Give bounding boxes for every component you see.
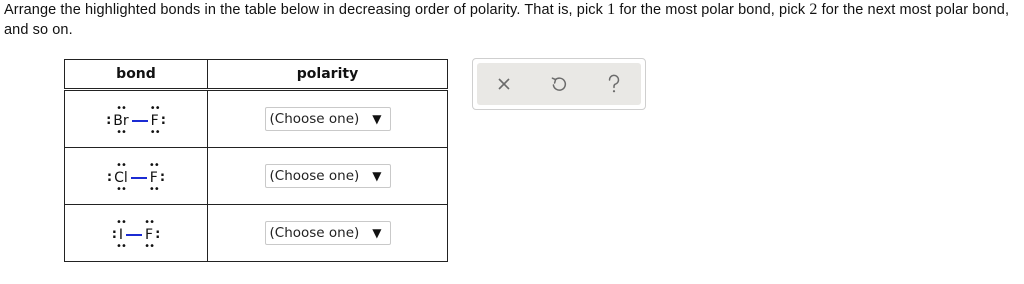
lewis-structure-i-f	[111, 217, 162, 252]
select-value: (Choose one)	[269, 225, 360, 241]
polarity-cell	[208, 205, 448, 262]
dropdown-arrow-icon: ▼	[372, 169, 382, 183]
polarity-rank-select[interactable]	[265, 164, 391, 188]
polarity-cell	[208, 148, 448, 205]
lone-pair-dots: :	[106, 113, 112, 128]
bond-cell	[65, 205, 208, 262]
lewis-structure-br-f	[105, 103, 167, 138]
lone-pair-dots: :	[106, 170, 113, 185]
bond-cell	[65, 148, 208, 205]
lone-pair-dots: :	[111, 227, 117, 242]
lewis-structure-cl-f	[106, 160, 166, 195]
lone-pair-dots: :	[159, 170, 166, 185]
dropdown-arrow-icon: ▼	[372, 226, 382, 240]
header-polarity: polarity	[208, 60, 448, 90]
table-row	[65, 90, 448, 148]
atom-2: •• F ••	[144, 217, 154, 252]
instructions-number-1: 1	[607, 1, 616, 18]
instructions-part1: Arrange the highlighted bonds in the table below in decreasing order of polarity. That is, pick	[4, 2, 608, 18]
answer-tools-bar	[477, 63, 641, 105]
atom-1: •• I ••	[116, 217, 126, 252]
dropdown-arrow-icon: ▼	[372, 112, 382, 126]
header-bond: bond	[65, 60, 208, 90]
polarity-rank-select[interactable]	[265, 107, 391, 131]
help-icon[interactable]	[599, 69, 629, 99]
atom-1: •• Br ••	[113, 103, 129, 138]
table-row	[65, 205, 448, 262]
instructions-part2: for the most polar bond, pick	[615, 2, 810, 18]
bond-polarity-table	[64, 59, 448, 262]
polarity-rank-select[interactable]	[265, 221, 391, 245]
atom-2: •• F ••	[148, 160, 159, 195]
highlighted-bond-line	[132, 120, 148, 122]
lone-pair-dots: :	[160, 113, 166, 128]
instructions-text	[4, 0, 1014, 40]
table-row	[65, 148, 448, 205]
instructions-part3: for the next most polar bond, and so on.	[4, 2, 1010, 38]
table-header-row	[65, 60, 448, 90]
close-icon[interactable]	[489, 69, 519, 99]
answer-tools-panel	[472, 58, 646, 110]
select-value: (Choose one)	[269, 111, 360, 127]
atom-1: •• Cl ••	[114, 160, 128, 195]
bond-cell	[65, 90, 208, 148]
highlighted-bond-line	[131, 177, 147, 179]
lone-pair-dots: :	[155, 227, 161, 242]
atom-2: •• F ••	[149, 103, 160, 138]
highlighted-bond-line	[126, 234, 142, 236]
select-value: (Choose one)	[269, 168, 360, 184]
instructions-number-2: 2	[809, 1, 818, 18]
undo-icon[interactable]	[544, 69, 574, 99]
polarity-cell	[208, 90, 448, 148]
